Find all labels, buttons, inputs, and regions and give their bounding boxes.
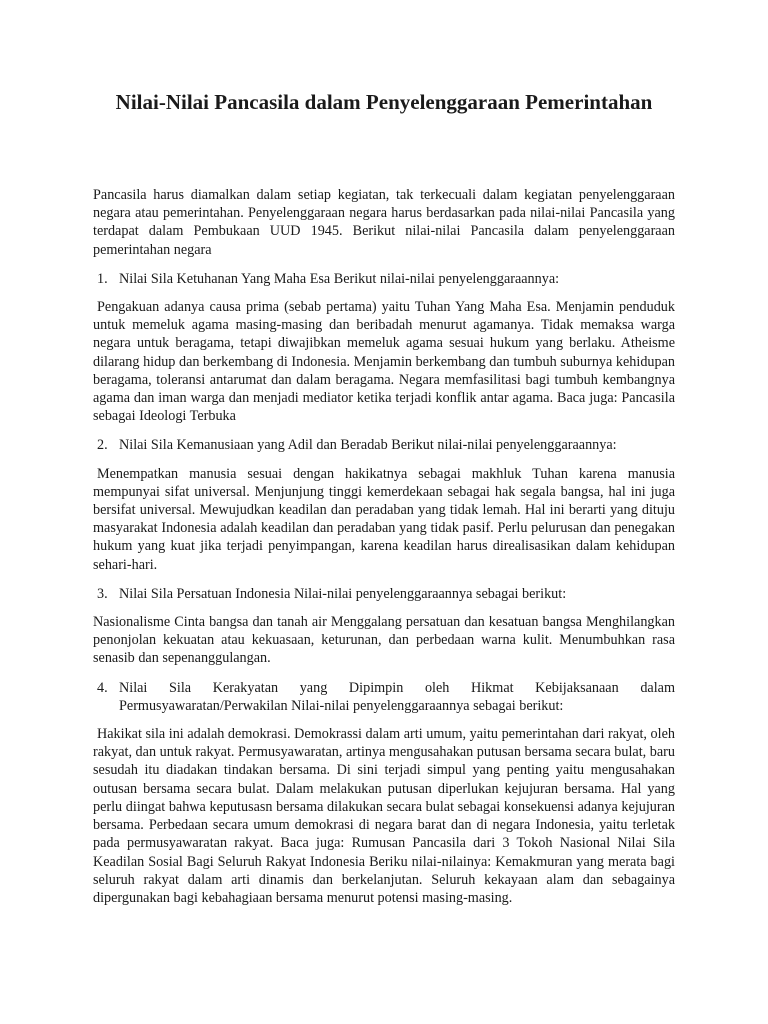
section-body-4: Hakikat sila ini adalah demokrasi. Demokrassi dalam arti umum, yaitu pemerintahan dari rakyat, oleh rakyat, dan untuk rakyat. Permusyawaratan, artinya mengusahakan putusan bersama secara bulat, baru sesudah itu diadakan tindakan bersama. Di sini terjadi simpul yang penting yaitu mengusahakan outusan bersama secara bulat. Dalam melakukan putusan diperlukan kejujuran bersama. Hal yang perlu diingat bahwa keputusasn bersama dilakukan secara bulat sebagai konsekuensi adanya kejujuran bersama. Perbedaan secara umum demokrasi di negara barat dan di negara Indonesia, yaitu terletak pada permusyawaratan rakyat. Baca juga: Rumusan Pancasila dari 3 Tokoh Nasional Nilai Sila Keadilan Sosial Bagi Seluruh Rakyat Indonesia Beriku nilai-nilainya: Kemakmuran yang merata bagi seluruh rakyat dalam arti dinamis dan berkelanjutan. Seluruh kekayaan alam dan sebagainya dipergunakan bagi kebahagiaan bersama menurut potensi masing-masing. bbox=[93, 726, 675, 906]
document-title: Nilai-Nilai Pancasila dalam Penyelenggaraan Pemerintahan bbox=[115, 90, 653, 114]
section-heading-3 bbox=[93, 585, 675, 603]
section-heading-text: Nilai Sila Kemanusiaan yang Adil dan Beradab Berikut nilai-nilai penyelenggaraannya: bbox=[119, 437, 617, 454]
section-number: 2. bbox=[97, 437, 108, 454]
document-body bbox=[93, 186, 675, 918]
section-heading-1 bbox=[93, 270, 675, 288]
section-heading-4 bbox=[93, 679, 675, 715]
section-body-3: Nasionalisme Cinta bangsa dan tanah air Menggalang persatuan dan kesatuan bangsa Menghilangkan penonjolan kekuatan atau kekuasaan, keturunan, dan perbedaan warna kulit. Menumbuhkan rasa senasib dan sepenanggulangan. bbox=[93, 614, 675, 667]
section-heading-2 bbox=[93, 436, 675, 454]
section-body-2: Menempatkan manusia sesuai dengan hakikatnya sebagai makhluk Tuhan karena manusia mempunyai sifat universal. Menjunjung tinggi kemerdekaan sebagai hak segala bangsa, hal ini juga bersifat universal. Mewujudkan keadilan dan peradaban yang tidak lemah. Hal ini berarti yang dituju masyarakat Indonesia adalah keadilan dan peradaban yang tidak pasif. Perlu pelurusan dan penegakan hukum yang kuat jika terjadi penyimpangan, karena keadilan harus direalisasikan dalam kehidupan sehari-hari. bbox=[93, 465, 675, 573]
section-heading-text: Nilai Sila Persatuan Indonesia Nilai-nilai penyelenggaraannya sebagai berikut: bbox=[119, 585, 567, 602]
section-heading-text: Nilai Sila Kerakyatan yang Dipimpin oleh Hikmat Kebijaksanaan dalam Permusyawaratan/Perwakilan Nilai-nilai penyelenggaraannya sebagai berikut: bbox=[119, 679, 675, 714]
intro-paragraph: Pancasila harus diamalkan dalam setiap kegiatan, tak terkecuali dalam kegiatan penyelenggaraan negara atau pemerintahan. Penyelenggaraan negara harus berdasarkan pada nilai-nilai Pancasila yang terdapat dalam Pembukaan UUD 1945. Berikut nilai-nilai Pancasila dalam penyelenggaraan pemerintahan negara bbox=[93, 187, 675, 258]
section-heading-text: Nilai Sila Ketuhanan Yang Maha Esa Berikut nilai-nilai penyelenggaraannya: bbox=[119, 270, 560, 287]
section-number: 3. bbox=[97, 585, 108, 602]
section-number: 1. bbox=[97, 270, 108, 287]
section-body-1: Pengakuan adanya causa prima (sebab pertama) yaitu Tuhan Yang Maha Esa. Menjamin penduduk untuk memeluk agama masing-masing dan beribadah menurut agamanya. Tidak memaksa warga negara untuk beragama, tetapi diwajibkan memeluk agama sesuai hukum yang berlaku. Atheisme dilarang hidup dan berkembang di Indonesia. Menjamin berkembang dan tumbuh suburnya kehidupan beragama, toleransi antarumat dan dalam beragama. Negara memfasilitasi bagi tumbuh kembangnya agama dan iman warga dan menjadi mediator ketika terjadi konflik antar agama. Baca juga: Pancasila sebagai Ideologi Terbuka bbox=[93, 299, 675, 425]
section-number: 4. bbox=[97, 679, 108, 696]
